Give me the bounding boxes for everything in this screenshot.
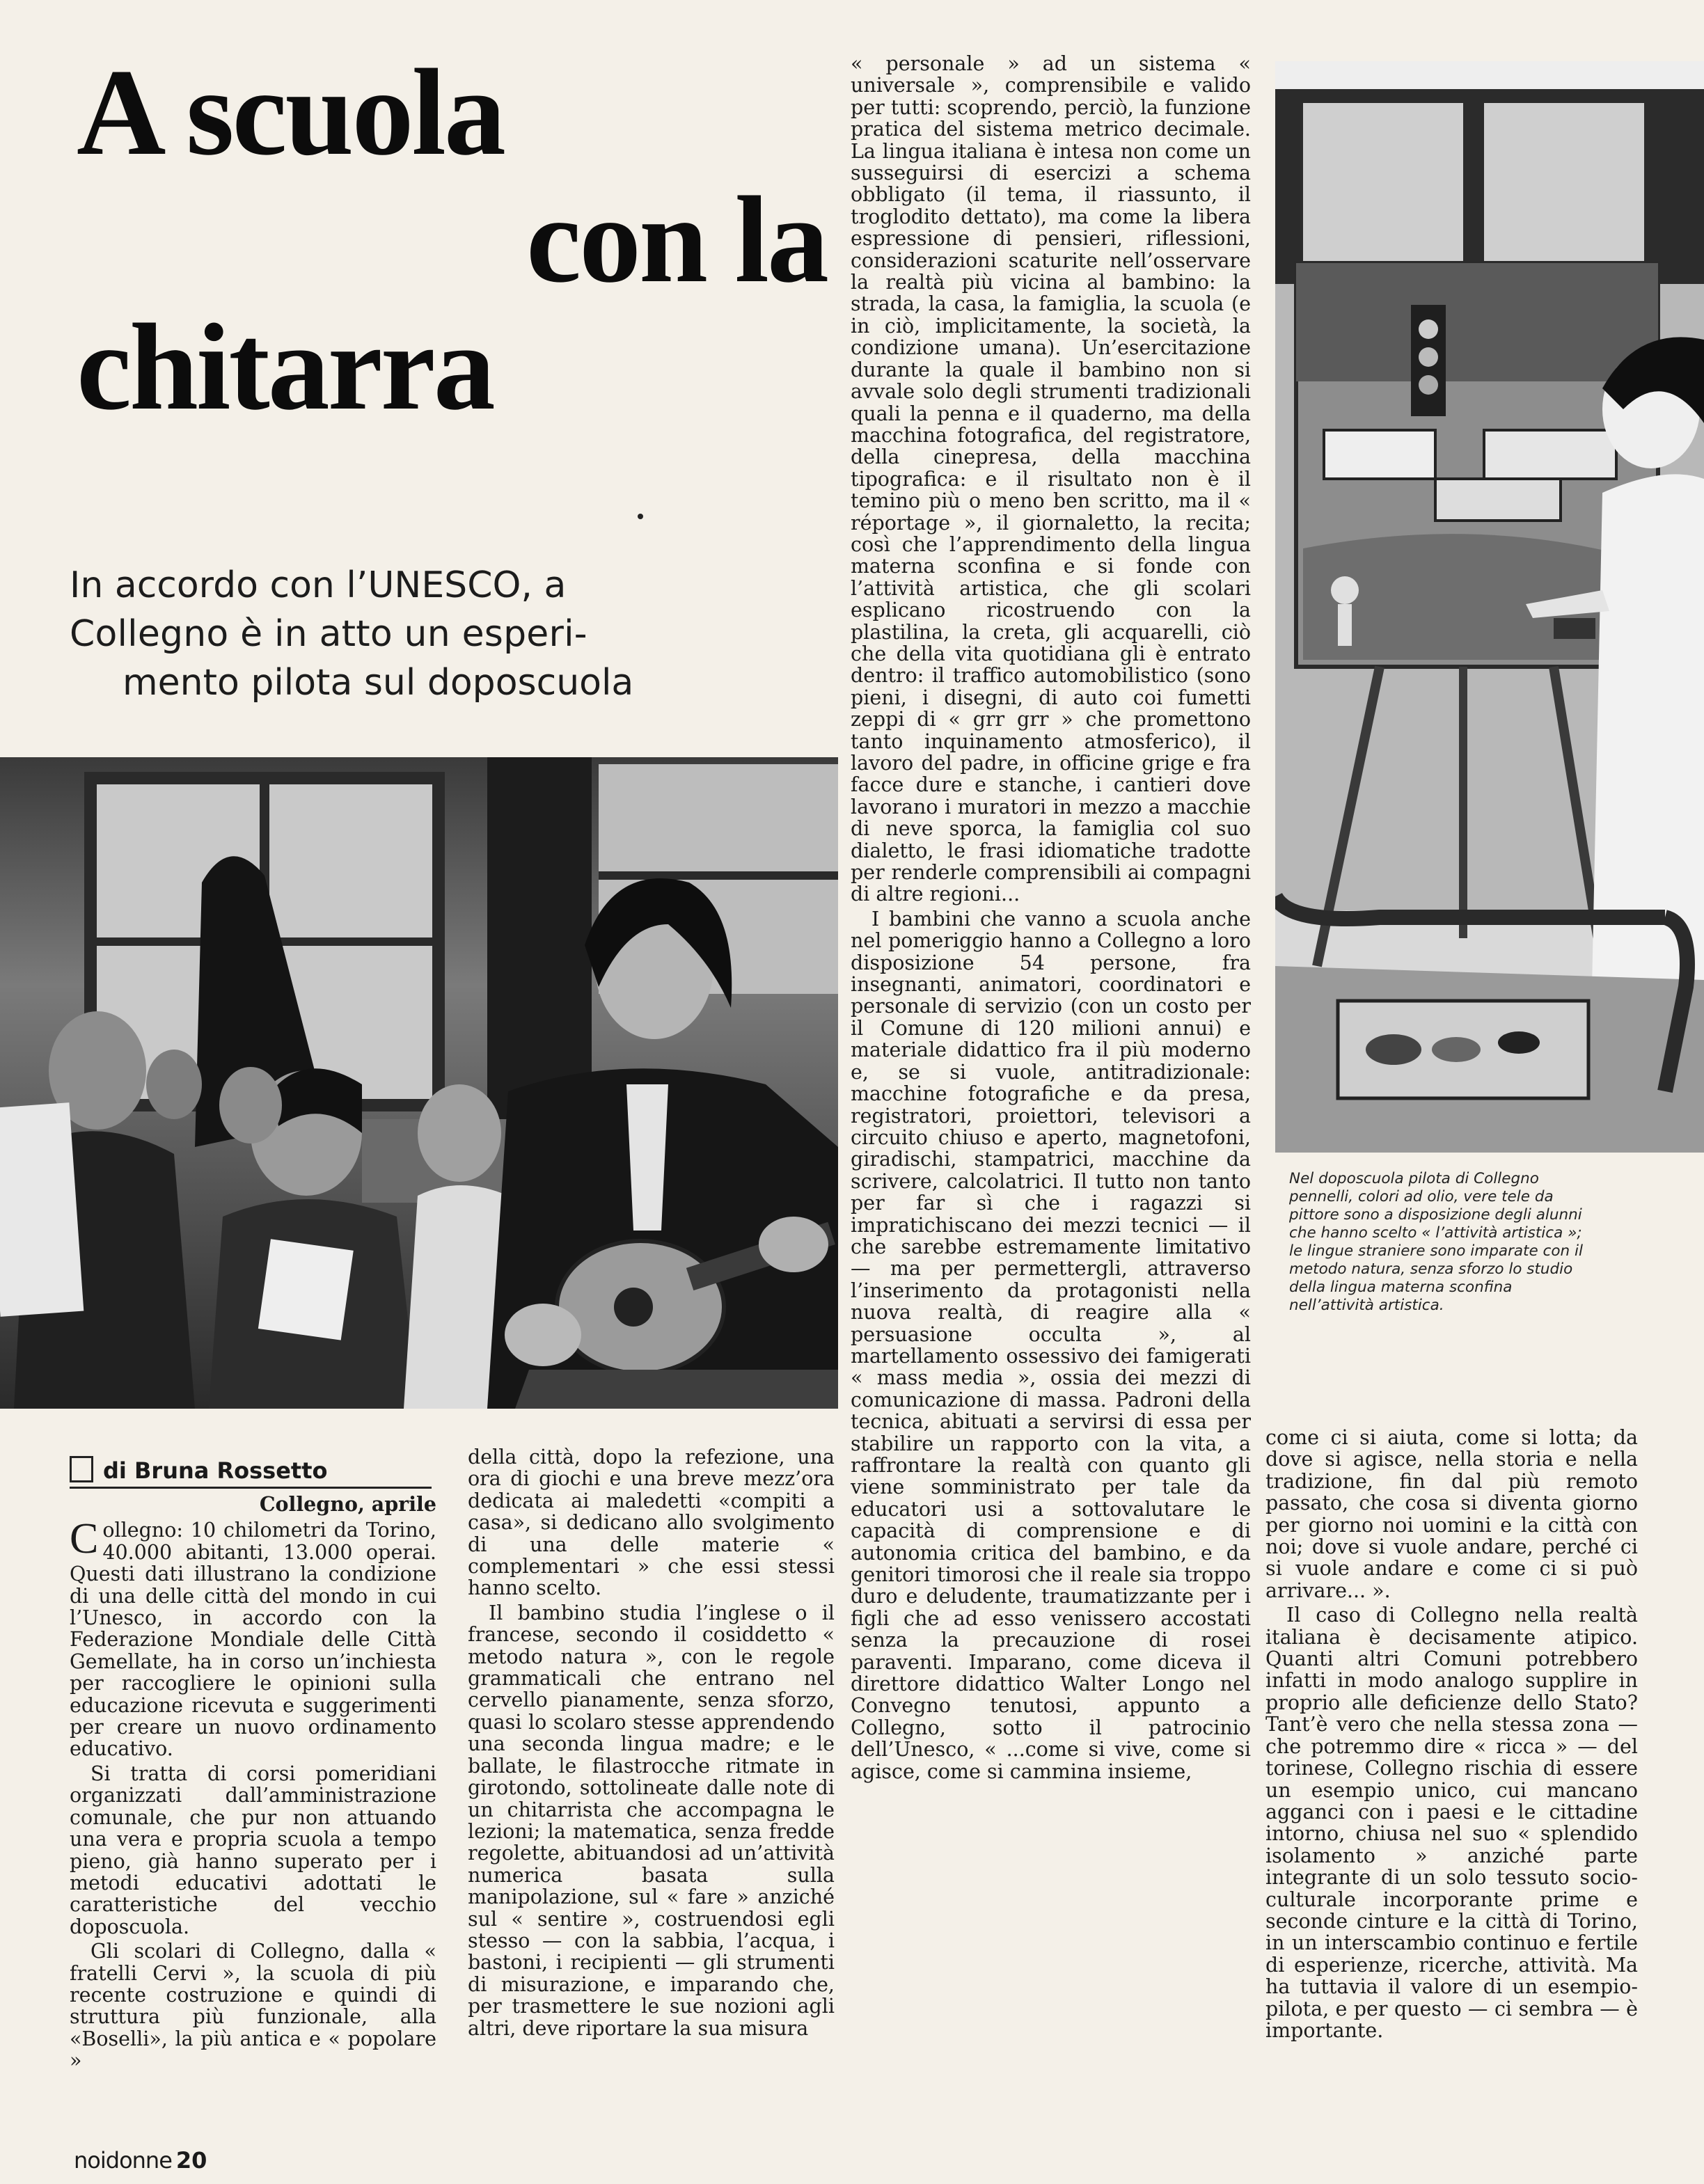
subtitle	[70, 561, 821, 707]
byline-box-icon	[70, 1456, 93, 1482]
headline-line-2: con la	[526, 171, 827, 308]
column-1-paragraph-3: Gli scolari di Collegno, dalla « fratelli Cervi », la scuola di più recente costruzione e quindi di struttura più funzionale, alla «Boselli», la più antica e « popolare »	[70, 1940, 436, 2073]
subtitle-line-3: mento pilota sul doposcuola	[123, 662, 634, 704]
footer	[74, 2146, 207, 2174]
photo-guitarist-children	[0, 757, 838, 1409]
column-4	[1265, 1427, 1638, 2041]
subtitle-line-2: Collegno è in atto un esperi-	[70, 613, 587, 655]
magazine-name: noidonne	[74, 2147, 172, 2174]
byline	[70, 1455, 432, 1489]
headline-line-3: chitarra	[77, 298, 494, 436]
photo-caption: Nel doposcuola pilota di Collegno pennelli, colori ad olio, vere tele da pittore sono a disposizione degli alunni che hanno scelto « l’attività artistica »; le lingue straniere sono imparate con il metodo natura, senza sforzo lo studio della lingua materna sconfina nell’attività artistica.	[1289, 1170, 1583, 1314]
photo-child-painting-image	[1275, 61, 1704, 1153]
column-2	[468, 1446, 835, 2039]
column-3	[851, 53, 1251, 1782]
column-1	[70, 1494, 436, 2072]
drop-cap: C	[70, 1515, 99, 1563]
column-3-paragraph-1: « personale » ad un sistema « universale », comprensibile e valido per tutti: scoprendo, perciò, la funzione pratica del sistema metrico decimale. La lingua italiana è intesa non come un susseguirsi di esercizi a schema obbligato (il tema, il riassunto, il troglodito dettato), ma come la libera espressione di pensieri, riflessioni, considerazioni scaturite nell’osservare la realtà più vicina al bambino: la strada, la casa, la famiglia, la scuola (e in ciò, implicitamente, la società, la condizione umana). Un’esercitazione durante la quale il bambino non si avvale solo degli strumenti tradizionali quali la penna e il quaderno, ma della macchina fotografica, del registratore, della cinepresa, della macchina tipografica: e il risultato non è il temino più o meno ben scritto, ma il « réportage », il giornaletto, la recita; così che l’apprendimento della lingua materna sconfina e si fonde con l’attività artistica, che gli scolari esplicano ricostruendo con la plastilina, la creta, gli acquarelli, ciò che della vita quotidiana gli è entrato dentro: il traffico automobilistico (sono pieni, i disegni, di auto coi fumetti zeppi di « grr grr » che promettono tanto inquinamento atmosferico), il lavoro del padre, in officine grige e fra facce dure e stanche, i cantieri dove lavorano i muratori in mezzo a macchie di neve sporca, la famiglia col suo dialetto, le frasi idiomatiche tradotte per renderle comprensibili ai compagni di altre regioni...	[851, 52, 1251, 906]
subtitle-line-1: In accordo con l’UNESCO, a	[70, 564, 567, 606]
dateline: Collegno, aprile	[259, 1492, 436, 1516]
column-4-paragraph-2: Il caso di Collegno nella realtà italiana è decisamente atipico. Quanti altri Comuni potrebbero infatti in modo analogo supplire in proprio alle deficienze dello Stato? Tant’è vero che nella stessa zona — che potremmo dire « ricca » — del torinese, Collegno rischia di essere un esempio unico, cui mancano agganci con i paesi e le cittadine intorno, chiusa nel suo « splendido isolamento » anziché parte integrante di un solo tessuto socio-culturale incorporante prime e seconde cinture e la città di Torino, in un interscambio continuo e fertile di esperienze, ricerche, attività. Ma ha tuttavia il valore di un esempio-pilota, e per questo — ci sembra — è importante.	[1265, 1604, 1638, 2042]
page-number: 20	[175, 2147, 207, 2174]
column-1-paragraph-2: Si tratta di corsi pomeridiani organizzati dall’amministrazione comunale, che pur non attuando una vera e propria scuola a tempo pieno, già hanno superato per i metodi educativi adottati le caratteristiche del vecchio doposcuola.	[70, 1762, 436, 1938]
photo-child-painting	[1275, 61, 1704, 1153]
decorative-dot	[638, 514, 643, 519]
column-1-paragraph-1-text: ollegno: 10 chilometri da Torino, 40.000 abitanti, 13.000 operai. Questi dati illustrano la condizione di una delle città del mondo in cui l’Unesco, in accordo con la Federazione Mondiale delle Città Gemellate, ha in corso un’inchiesta per raccogliere le opinioni sulla educazione ricevuta e suggerimenti per creare un nuovo ordinamento educativo.	[70, 1519, 436, 1761]
headline	[77, 43, 835, 436]
headline-line-1: A scuola	[77, 43, 504, 181]
column-1-paragraph-1	[70, 1515, 436, 1761]
column-4-paragraph-1: come ci si aiuta, come si lotta; da dove si agisce, nella storia e nella tradizione, fin dal più remoto passato, che cosa si diventa giorno per giorno noi uomini e la città con noi; dove si vuole andare, perché ci si vuole andare e come ci si può arrivare... ».	[1265, 1426, 1638, 1602]
author-name: di Bruna Rossetto	[103, 1457, 328, 1484]
photo-guitarist-children-image	[0, 757, 838, 1409]
column-2-paragraph-1: della città, dopo la refezione, una ora di giochi e una breve mezz’ora dedicata ai maledetti «compiti a casa», si dedicano allo svolgimento di una delle materie « complementari » che essi stessi hanno scelto.	[468, 1446, 835, 1600]
column-2-paragraph-2: Il bambino studia l’inglese o il francese, secondo il cosiddetto « metodo natura », con le regole grammaticali che entrano nel cervello pianamente, senza sforzo, quasi lo scolaro stesse apprendendo una seconda lingua madre; e le ballate, le filastrocche ritmate in girotondo, sottolineate dalle note di un chitarrista che accompagna le lezioni; la matematica, senza fredde regolette, abituandosi ad un’attività numerica basata sulla manipolazione, sul « fare » anziché sul « sentire », costruendosi egli stesso — con la sabbia, l’acqua, i bastoni, i recipienti — gli strumenti di misurazione, e imparando che, per trasmettere le sue nozioni agli altri, deve riportare la sua misura	[468, 1601, 835, 2040]
column-3-paragraph-2: I bambini che vanno a scuola anche nel pomeriggio hanno a Collegno a loro disposizione 54 persone, fra insegnanti, animatori, coordinatori e personale di servizio (con un costo per il Comune di 120 milioni annui) e materiale didattico fra il più moderno e, se si vuole, antitradizionale: macchine fotografiche e da presa, registratori, proiettori, televisori a circuito chiuso e aperto, magnetofoni, giradischi, stampatrici, macchine da scrivere, calcolatrici. Il tutto non tanto per far sì che i ragazzi si impratichiscano dei mezzi tecnici — il che sarebbe estremamente limitativo — ma per permettergli, attraverso l’inserimento da protagonisti nella nuova realtà, di reagire alla « persuasione occulta », al martellamento ossessivo dei famigerati « mass media », ossia dei mezzi di comunicazione di massa. Padroni della tecnica, abituati a servirsi di essa per stabilire un rapporto con la vita, a raffrontare la realtà con quanto gli viene somministrato per tale da educatori usi a sottovalutare le capacità di comprensione e di autonomia critica del bambino, e da genitori timorosi che il reale sia troppo duro e deludente, traumatizzante per i figli che ad esso venissero accostati senza la precauzione di rosei paraventi. Imparano, come diceva il direttore didattico Walter Longo nel Convegno tenutosi, appunto a Collegno, sotto il patrocinio dell’Unesco, « ...come si vive, come si agisce, come si cammina insieme,	[851, 907, 1251, 1783]
